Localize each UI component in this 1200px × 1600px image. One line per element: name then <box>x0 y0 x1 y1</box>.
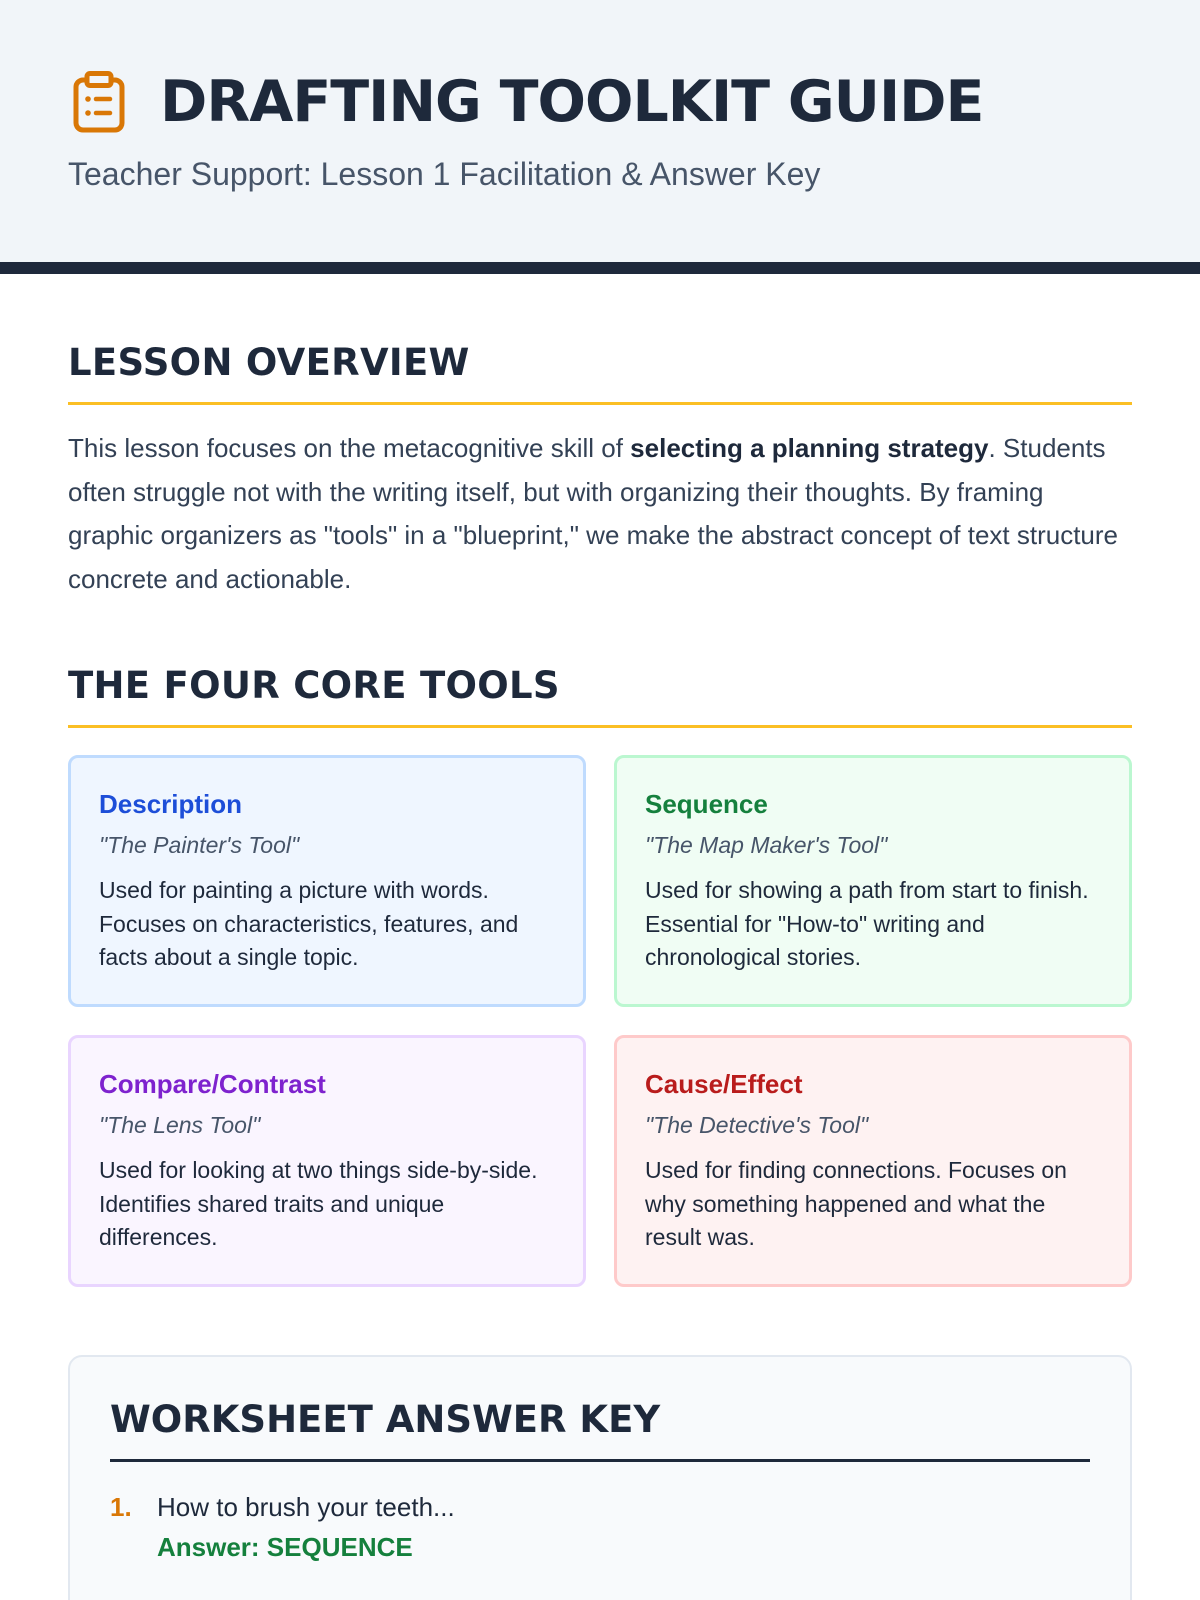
core-tools-heading: THE FOUR CORE TOOLS <box>68 663 1132 728</box>
tool-name: Cause/Effect <box>645 1069 803 1099</box>
tool-card-compare-contrast <box>68 1035 586 1287</box>
tool-card-sequence <box>614 755 1132 1007</box>
tool-description: Used for finding connections. Focuses on why something happened and what the result was. <box>645 1157 1067 1250</box>
tool-description: Used for looking at two things side-by-side. Identifies shared traits and unique differences. <box>99 1157 538 1250</box>
answer-value: Answer: SEQUENCE <box>157 1532 413 1562</box>
tool-description: Used for showing a path from start to finish. Essential for "How-to" writing and chronological stories. <box>645 877 1089 970</box>
page-subtitle: Teacher Support: Lesson 1 Facilitation & Answer Key <box>68 156 821 192</box>
answer-number: 1. <box>110 1492 132 1522</box>
lesson-overview-text <box>68 427 1132 601</box>
page-header <box>0 0 1200 274</box>
tool-card-cause-effect <box>614 1035 1132 1287</box>
tool-nickname: "The Detective's Tool" <box>645 1112 869 1138</box>
answer-item <box>110 1490 1090 1564</box>
page-title: DRAFTING TOOLKIT GUIDE <box>160 69 984 135</box>
answer-key-heading: WORKSHEET ANSWER KEY <box>110 1397 1090 1462</box>
tool-nickname: "The Lens Tool" <box>99 1112 261 1138</box>
overview-text-start: This lesson focuses on the metacognitive skill of <box>68 433 631 463</box>
tool-name: Compare/Contrast <box>99 1069 326 1099</box>
answer-key-panel <box>68 1355 1132 1600</box>
clipboard-list-icon <box>72 71 126 133</box>
answer-body <box>157 1490 455 1564</box>
answer-question: How to brush your teeth... <box>157 1492 455 1522</box>
main-content <box>0 340 1200 1600</box>
tool-name: Sequence <box>645 789 768 819</box>
title-row <box>68 66 1132 138</box>
tool-description: Used for painting a picture with words. Focuses on characteristics, features, and facts about a single topic. <box>99 877 519 970</box>
tool-nickname: "The Painter's Tool" <box>99 832 300 858</box>
tool-card-description <box>68 755 586 1007</box>
overview-text-end: . Students often struggle not with the writing itself, but with organizing their thoughts. By framing graphic organizers as "tools" in a "blueprint," we make the abstract concept of text structure concrete and actionable. <box>68 433 1118 594</box>
overview-text-bold: selecting a planning strategy <box>630 433 989 463</box>
tool-nickname: "The Map Maker's Tool" <box>645 832 888 858</box>
lesson-overview-heading: LESSON OVERVIEW <box>68 340 1132 405</box>
tool-card-grid <box>68 755 1132 1287</box>
tool-name: Description <box>99 789 243 819</box>
